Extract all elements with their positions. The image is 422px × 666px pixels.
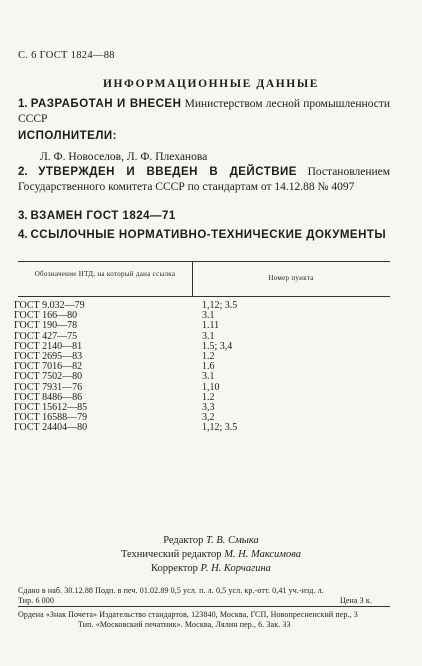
table-top-rule [18,261,390,262]
table-row [12,372,322,382]
credit-corrector: Корректор Р. Н. Корчагина [151,563,271,574]
item-3-heading: ВЗАМЕН ГОСТ 1824—71 [30,210,176,222]
item-1-heading: РАЗРАБОТАН И ВНЕСЕН [30,98,182,110]
item-2-number: 2. [18,166,28,178]
credit-tech-editor: Технический редактор М. Н. Максимова [121,549,301,560]
section-title: ИНФОРМАЦИОННЫЕ ДАННЫЕ [102,78,320,90]
item-3-number: 3. [18,210,28,222]
table-cell-document: ГОСТ 8486—86 [14,391,83,403]
table-col2-header: Номер пункта [268,274,314,282]
table-cell-clause: 1.2 [202,391,215,403]
table-cell-document: ГОСТ 427—75 [14,330,78,342]
table-cell-clause: 1,12; 3.5 [202,422,238,434]
imprint-rule [18,606,390,607]
table-cell-document: ГОСТ 7502—80 [14,371,83,383]
page-header: С. 6 ГОСТ 1824—88 [18,50,115,61]
table-cell-clause: 1.5; 3,4 [202,340,233,352]
table-row [12,423,322,433]
item-4-heading: ССЫЛОЧНЫЕ НОРМАТИВНО-ТЕХНИЧЕСКИЕ ДОКУМЕНТЫ [30,229,387,241]
item-1 [18,97,390,127]
table-cell-clause: 1.11 [202,320,220,332]
item-1-text: Министерством лесной промышленности СССР [18,98,391,125]
table-cell-clause: 1,10 [202,381,220,393]
item-4-number: 4. [18,229,28,241]
table-cell-document: ГОСТ 190—78 [14,320,78,332]
table-cell-clause: 3.1 [202,330,215,342]
table-cell-document: ГОСТ 15612—85 [14,401,88,413]
table-cell-clause: 3.1 [202,310,215,322]
table-cell-clause: 3,3 [202,401,215,413]
item-2-heading: УТВЕРЖДЕН И ВВЕДЕН В ДЕЙСТВИЕ [38,166,297,178]
table-cell-document: ГОСТ 7016—82 [14,361,83,373]
credit-editor: Редактор Т. В. Смыка [163,535,259,546]
reference-table-body [12,301,322,433]
item-3 [18,209,390,224]
table-cell-document: ГОСТ 16588—79 [14,412,88,424]
table-cell-clause: 3.1 [202,371,215,383]
editor-name: Т. В. Смыка [205,535,259,546]
item-1-number: 1. [18,98,28,110]
table-cell-clause: 1.6 [202,361,215,373]
imprint-line-4: Тип. «Московский печатник». Москва, Лялин пер., 6. Зак. 33 [78,620,291,629]
table-cell-document: ГОСТ 24404—80 [14,422,88,434]
table-header-rule [18,296,390,297]
table-cell-clause: 1.2 [202,350,215,362]
imprint-line-2-right: Цена 3 к. [340,596,372,605]
table-cell-document: ГОСТ 7931—76 [14,381,83,393]
executors-names: Л. Ф. Новоселов, Л. Ф. Плеханова [40,151,208,163]
item-2 [18,165,390,195]
table-cell-clause: 1,12; 3.5 [202,300,238,311]
table-col1-header: Обозначение НТД, на который дана ссылка [34,270,176,278]
tech-editor-name: М. Н. Максимова [224,549,301,560]
table-cell-document: ГОСТ 2140—81 [14,340,83,352]
item-4 [18,228,390,243]
executors-heading: ИСПОЛНИТЕЛИ: [18,130,117,142]
table-cell-clause: 3,2 [202,412,215,424]
corrector-name: Р. Н. Корчагина [200,563,271,574]
table-cell-document: ГОСТ 9.032—79 [14,300,85,311]
table-cell-document: ГОСТ 166—80 [14,310,78,322]
item-2-text: Постановлением Государственного комитета СССР по стандартам от 14.12.88 № 4097 [18,166,391,193]
imprint-line-3: Ордена «Знак Почета» Издательство стандартов, 123840, Москва, ГСП, Новопресненский пер., 3 [18,610,358,619]
table-column-divider [192,261,193,297]
imprint-line-1: Сдано в наб. 30.12.88 Подп. в печ. 01.02.89 0,5 усл. п. л. 0,5 усл. кр.-отт. 0,41 уч.-изд. л. [18,586,324,595]
imprint-line-2-left: Тир. 6 000 [18,596,54,605]
table-cell-document: ГОСТ 2695—83 [14,350,83,362]
